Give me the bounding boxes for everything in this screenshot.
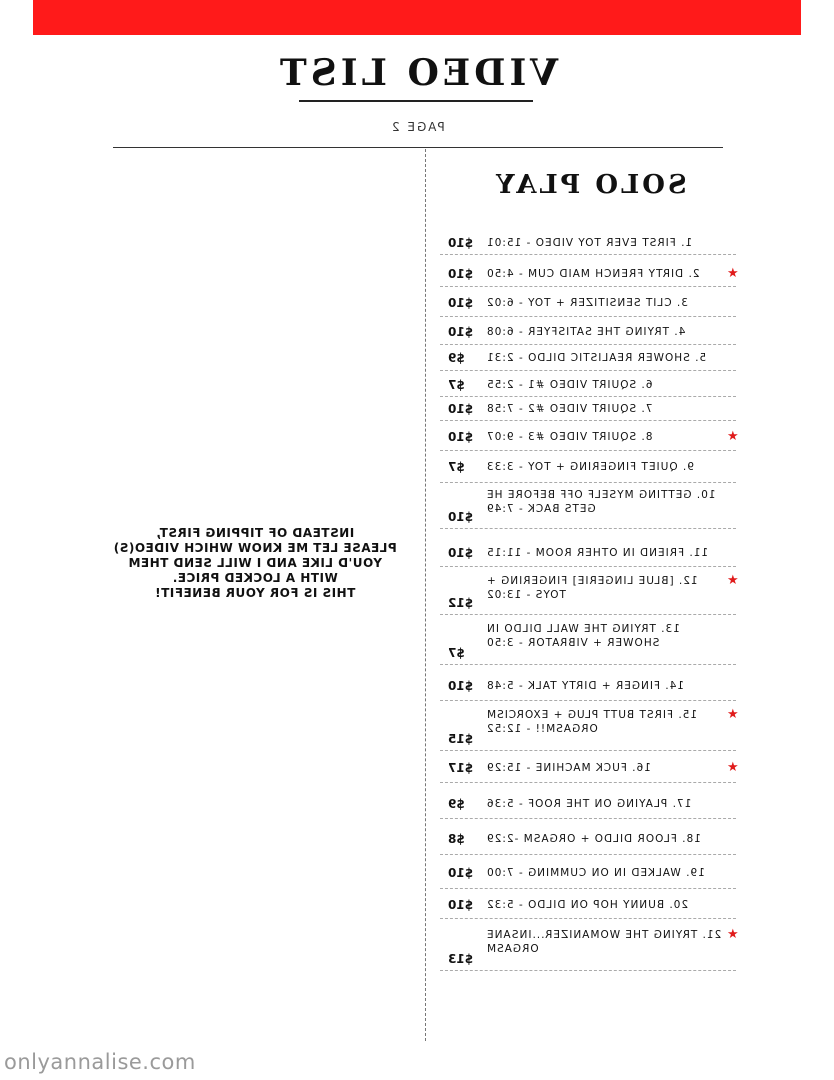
- list-item: [440, 754, 739, 783]
- item-description-line: 2. DIRTY FRENCH MAID CUM - 4:50: [486, 268, 700, 280]
- item-description: [486, 325, 722, 339]
- item-description: [486, 898, 722, 912]
- list-item: [440, 262, 739, 287]
- item-price: $10: [448, 325, 474, 339]
- list-item: [440, 232, 736, 255]
- item-description-line: 17. PLAYING ON THE ROOF - 5:36: [486, 798, 692, 810]
- item-description-line: 12. [BLUE LINGERIE] FINGERING +: [486, 575, 698, 587]
- item-description: [486, 236, 722, 250]
- list-item: [440, 452, 736, 483]
- list-item: [440, 486, 736, 529]
- item-price: $10: [448, 679, 474, 693]
- item-price: $12: [448, 596, 474, 610]
- item-description-line: 3. CLIT SENSITIZER + TOY - 6:02: [486, 297, 688, 309]
- item-price: $8: [448, 832, 465, 846]
- item-price: $10: [448, 866, 474, 880]
- title-underline: [299, 100, 533, 102]
- list-item: [440, 858, 736, 889]
- list-item: [440, 672, 736, 701]
- item-description-line: 8. SQUIRT VIDEO #3 - 9:07: [486, 431, 653, 443]
- page-title-text: VIDEO LIST: [275, 52, 559, 94]
- list-item: [440, 290, 736, 317]
- item-description-line: ORGASM: [486, 943, 539, 955]
- item-description-line: 1. FIRST EVER TOY VIDEO - 15:01: [486, 237, 693, 249]
- star-icon: ★: [727, 573, 739, 588]
- list-item: [440, 398, 736, 421]
- star-icon: ★: [727, 707, 739, 722]
- item-description-line: 20. BUNNY HOP ON DILDO - 5:32: [486, 899, 689, 911]
- item-description: [486, 832, 722, 846]
- item-price: $10: [448, 510, 474, 524]
- item-description: [486, 679, 722, 693]
- item-price: $10: [448, 296, 474, 310]
- item-price: $9: [448, 797, 465, 811]
- header-divider: [113, 147, 723, 148]
- item-description-line: 11. FRIEND IN OTHER ROOM - 11:15: [486, 547, 709, 559]
- item-description-line: 18. FLOOR DILDO + ORGASM -2:29: [486, 833, 701, 845]
- item-description: [486, 402, 722, 416]
- item-description-line: TOYS - 13:02: [486, 589, 566, 601]
- item-price: $10: [448, 402, 474, 416]
- note-block: [110, 526, 400, 601]
- item-description-line: 6. SQUIRT VIDEO #1 - 2:55: [486, 379, 653, 391]
- item-description: [486, 866, 722, 880]
- star-icon: ★: [727, 760, 739, 775]
- item-price: $10: [448, 236, 474, 250]
- item-description: [486, 460, 722, 474]
- item-description-line: 7. SQUIRT VIDEO #2 - 7:58: [486, 403, 653, 415]
- list-item: [440, 572, 739, 615]
- item-description: [486, 296, 722, 310]
- item-description: [486, 574, 722, 602]
- page-subtitle: [0, 116, 834, 135]
- star-icon: ★: [727, 927, 739, 942]
- item-description: [486, 267, 722, 281]
- star-icon: ★: [727, 266, 739, 281]
- list-item: [440, 790, 736, 819]
- note-line: WITH A LOCKED PRICE.: [172, 571, 338, 585]
- list-item: [440, 824, 736, 855]
- item-price: $10: [448, 267, 474, 281]
- list-item: [440, 424, 739, 451]
- item-description: [486, 378, 722, 392]
- watermark: onlyannalise.com: [4, 1050, 196, 1074]
- item-description-line: 4. TRYING THE SATISFYER - 6:08: [486, 326, 686, 338]
- item-price: $7: [448, 646, 465, 660]
- item-description: [486, 708, 722, 736]
- item-description-line: 14. FINGER + DIRTY TALK - 5:48: [486, 680, 685, 692]
- list-item: [440, 540, 736, 567]
- item-price: $10: [448, 546, 474, 560]
- item-price: $15: [448, 732, 474, 746]
- item-description-line: 13. TRYING THE WALL DILDO IN: [486, 623, 680, 635]
- item-description-line: 5. SHOWER REALISTIC DILDO - 2:31: [486, 352, 707, 364]
- item-description: [486, 928, 722, 956]
- item-description: [486, 761, 722, 775]
- note-line: INSTEAD OF TIPPING FIRST,: [155, 526, 355, 540]
- list-item: [440, 374, 736, 397]
- item-description: [486, 430, 722, 444]
- item-price: $10: [448, 430, 474, 444]
- item-description-line: 10. GETTING MYSELF OFF BEFORE HE: [486, 489, 716, 501]
- item-price: $7: [448, 378, 465, 392]
- section-title: [440, 170, 740, 200]
- item-description: [486, 351, 722, 365]
- column-divider: [425, 149, 426, 1041]
- note-line: THIS IS FOR YOUR BENEFIT!: [154, 586, 356, 600]
- item-description: [486, 622, 722, 650]
- item-description-line: SHOWER + VIBRATOR - 3:50: [486, 637, 660, 649]
- item-description-line: 15. FIRST BUTT PLUG + EXORCISM: [486, 709, 698, 721]
- list-item: [440, 926, 739, 971]
- item-description: [486, 488, 722, 516]
- note-line: PLEASE LET ME KNOW WHICH VIDEO(S): [113, 541, 397, 555]
- item-price: $7: [448, 460, 465, 474]
- list-item: [440, 346, 736, 371]
- item-description-line: 9. QUIET FINGERING + TOY - 3:33: [486, 461, 694, 473]
- list-item: [440, 320, 736, 345]
- item-description: [486, 546, 722, 560]
- page-number-text: PAGE 2: [389, 120, 445, 134]
- item-price: $9: [448, 351, 465, 365]
- list-item: [440, 620, 736, 665]
- page-title: [0, 52, 834, 94]
- top-accent-bar: [33, 0, 801, 35]
- list-item: [440, 706, 739, 751]
- item-description-line: 19. WALKED IN ON CUMMING - 7:00: [486, 867, 705, 879]
- item-price: $17: [448, 761, 474, 775]
- item-description-line: 21. TRYING THE WOMANIZER...INSANE: [486, 929, 722, 941]
- item-price: $10: [448, 898, 474, 912]
- note-line: YOU'D LIKE AND I WILL SEND THEM: [128, 556, 382, 570]
- item-description-line: 16. FUCK MACHINE - 15:29: [486, 762, 651, 774]
- item-price: $13: [448, 952, 474, 966]
- section-title-text: SOLO PLAY: [493, 170, 687, 200]
- star-icon: ★: [727, 429, 739, 444]
- item-description: [486, 797, 722, 811]
- item-description-line: GETS BACK - 7:49: [486, 503, 596, 515]
- list-item: [440, 892, 736, 919]
- item-description-line: ORGASM!! - 12:52: [486, 723, 598, 735]
